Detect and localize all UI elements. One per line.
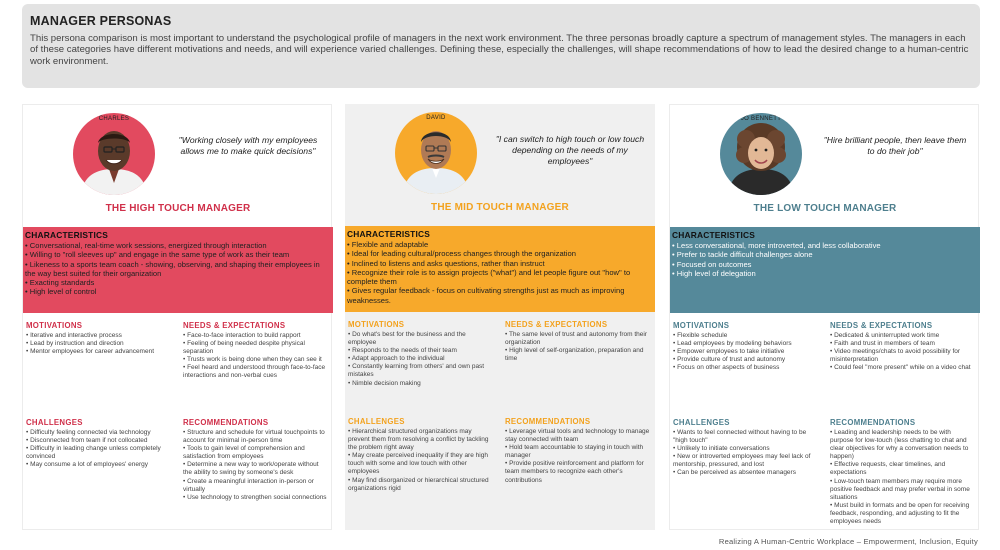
- recommendations-heading: RECOMMENDATIONS: [505, 417, 591, 426]
- characteristics-heading: CHARACTERISTICS: [347, 229, 431, 239]
- persona-name: JO BENNETT: [740, 116, 782, 122]
- characteristic-item: • Inclined to listens and asks questions, rather than instruct: [347, 258, 545, 268]
- characteristic-item: • Flexible and adaptable: [347, 240, 429, 249]
- list-item: • Face-to-face interaction to build rapport: [183, 332, 301, 339]
- list-item: • Empower employees to take initiative: [673, 348, 785, 356]
- portrait-icon: [395, 112, 477, 194]
- challenges-section: [348, 417, 490, 493]
- list-item: • Determine a new way to work/operate without the ability to swing by someone's desk: [183, 461, 319, 477]
- characteristics-heading: CHARACTERISTICS: [25, 230, 109, 240]
- characteristic-item: • Likeness to a sports team coach - showing, observing, and shaping their employees in the way best suited for their organization: [25, 259, 320, 278]
- characteristic-item: • Focused on outcomes: [672, 259, 752, 269]
- list-item: • Low-touch team members may require more positive feedback and may prefer verbal in some situations: [830, 477, 970, 501]
- needs-heading: NEEDS & EXPECTATIONS: [830, 321, 933, 330]
- list-item: • Flexible schedule: [673, 332, 728, 339]
- persona-quote: "Working closely with my employees allows me to make quick decisions": [178, 135, 318, 156]
- list-item: • Trusts work is being done when they can see it: [183, 356, 322, 364]
- list-item: • Must build in formats and be open for receiving feedback, responding, and adjusting to fit the employees needs: [830, 501, 970, 526]
- characteristic-item: • Willing to "roll sleeves up" and engage in the same type of work as their team: [25, 250, 290, 260]
- challenges-section: [673, 418, 815, 478]
- list-item: • Unlikely to initiate conversations: [673, 445, 770, 453]
- persona-name: CHARLES: [98, 116, 130, 122]
- list-item: • Leverage virtual tools and technology to manage stay connected with team: [505, 428, 650, 444]
- persona-title: THE MID TOUCH MANAGER: [431, 202, 569, 213]
- recommendations-heading: RECOMMENDATIONS: [830, 418, 916, 427]
- characteristics-heading: CHARACTERISTICS: [672, 230, 756, 240]
- characteristics-box: [23, 227, 333, 313]
- persona-title: THE LOW TOUCH MANAGER: [753, 203, 897, 214]
- recommendations-section: [830, 418, 976, 526]
- motivations-section: [673, 321, 815, 372]
- list-item: • Mentor employees for career advancement: [26, 348, 155, 356]
- characteristics-box: [345, 226, 655, 312]
- motivations-section: [348, 320, 490, 388]
- list-item: • Use technology to strengthen social connections: [183, 493, 327, 501]
- footer-text: Realizing A Human-Centric Workplace – Empowerment, Inclusion, Equity: [718, 537, 978, 546]
- characteristic-item: • Gives regular feedback - focus on cultivating strengths just as much as improving weaknesses.: [347, 286, 625, 305]
- characteristic-item: • High level of delegation: [672, 268, 756, 278]
- list-item: • High level of self-organization, preparation and time: [505, 347, 644, 363]
- needs-section: [505, 320, 651, 363]
- needs-section: [830, 321, 976, 372]
- motivations-heading: MOTIVATIONS: [673, 321, 730, 330]
- list-item: • Could feel "more present" while on a video chat: [830, 364, 971, 372]
- list-item: • Video meetings/chats to avoid possibility for misinterpretation: [830, 348, 961, 364]
- page-description: This persona comparison is most important to understand the psychological profile of managers in the next work environment. The three personas broadly capture a spectrum of management styles. The managers in each of these categories have different motivations and needs, and will experience varied challenges. Defining these, especially the challenges, will shape recommendations of how to lead the desired change to a human-centric work environment.: [30, 33, 969, 67]
- avatar-david: [395, 112, 477, 194]
- recommendations-section: [183, 418, 329, 502]
- list-item: • Nimble decision making: [348, 379, 421, 387]
- list-item: • Leading and leadership needs to be with purpose for low-touch (less chatting to chat and clear objectives for why a conversation needs to happen): [830, 429, 969, 461]
- characteristic-item: • Less conversational, more introverted, and less collaborative: [672, 241, 881, 250]
- list-item: • Hold team accountable to staying in touch with manager: [505, 444, 644, 460]
- list-item: • Provide positive reinforcement and platform for team members to recognize each other's contributions: [505, 460, 644, 484]
- portrait-icon: [720, 113, 802, 195]
- characteristic-item: • Prefer to tackle difficult challenges alone: [672, 250, 813, 260]
- characteristic-item: • Ideal for leading cultural/process changes through the organization: [347, 249, 576, 259]
- persona-card-high-touch: [22, 104, 332, 530]
- list-item: • Structure and schedule for virtual touchpoints to account for minimal in-person time: [183, 429, 325, 445]
- list-item: • Adapt approach to the individual: [348, 355, 445, 363]
- list-item: • Responds to the needs of their team: [348, 347, 457, 355]
- recommendations-section: [505, 417, 651, 485]
- list-item: • Do what's best for the business and the employee: [348, 331, 466, 347]
- list-item: • Create a meaningful interaction in-person or virtually: [183, 477, 314, 493]
- list-item: • Constantly learning from others' and own past mistakes: [348, 363, 485, 379]
- list-item: • Lead by instruction and direction: [26, 340, 124, 348]
- list-item: • Can be perceived as absentee managers: [673, 469, 796, 477]
- list-item: • May consume a lot of employees' energy: [26, 461, 149, 469]
- list-item: • Faith and trust in members of team: [830, 340, 935, 348]
- persona-title: THE HIGH TOUCH MANAGER: [105, 203, 251, 214]
- header-banner: [22, 4, 980, 88]
- avatar-charles: [73, 113, 155, 195]
- characteristics-box: [670, 227, 980, 313]
- list-item: • May create perceived inequality if they are high touch with some and low touch with other employees: [348, 452, 488, 476]
- needs-heading: NEEDS & EXPECTATIONS: [183, 321, 286, 330]
- list-item: • Difficulty in leading change unless completely convinced: [26, 445, 161, 461]
- list-item: • The same level of trust and autonomy from their organization: [505, 331, 647, 347]
- persona-name: DAVID: [426, 115, 446, 121]
- list-item: • Tools to gain level of comprehension and satisfaction from employees: [183, 445, 305, 461]
- list-item: • Provide culture of trust and autonomy: [673, 356, 786, 364]
- motivations-section: [26, 321, 168, 356]
- needs-heading: NEEDS & EXPECTATIONS: [505, 320, 608, 329]
- list-item: • Disconnected from team if not collocated: [26, 437, 148, 445]
- page-title: MANAGER PERSONAS: [30, 14, 172, 28]
- persona-card-low-touch: [669, 104, 979, 530]
- challenges-section: [26, 418, 168, 469]
- list-item: • Iterative and interactive process: [26, 332, 122, 339]
- list-item: • Feeling of being needed despite physical separation: [183, 340, 305, 356]
- list-item: • Focus on other aspects of business: [673, 364, 780, 372]
- recommendations-heading: RECOMMENDATIONS: [183, 418, 269, 427]
- list-item: • Difficulty feeling connected via technology: [26, 429, 151, 436]
- persona-card-mid-touch: [345, 104, 655, 530]
- list-item: • Wants to feel connected without having to be "high touch": [673, 429, 807, 445]
- persona-quote: "I can switch to high touch or low touch depending on the needs of my employees": [495, 134, 645, 166]
- list-item: • New or introverted employees may feel lack of mentorship, pressured, and lost: [673, 453, 811, 469]
- characteristic-item: • High level of control: [25, 287, 97, 297]
- portrait-icon: [73, 113, 155, 195]
- list-item: • Dedicated & uninterrupted work time: [830, 332, 940, 339]
- list-item: • Lead employees by modeling behaviors: [673, 340, 792, 348]
- motivations-heading: MOTIVATIONS: [26, 321, 83, 330]
- characteristic-item: • Exacting standards: [25, 278, 95, 288]
- avatar-jo-bennett: [720, 113, 802, 195]
- challenges-heading: CHALLENGES: [348, 417, 405, 426]
- motivations-heading: MOTIVATIONS: [348, 320, 405, 329]
- challenges-heading: CHALLENGES: [26, 418, 83, 427]
- list-item: • Effective requests, clear timelines, and expectations: [830, 461, 946, 477]
- list-item: • May find disorganized or hierarchical structured organizations rigid: [348, 476, 489, 492]
- needs-section: [183, 321, 329, 381]
- persona-quote: "Hire brilliant people, then leave them to do their job": [823, 135, 967, 156]
- list-item: • Feel heard and understood through face-to-face interactions and non-verbal cues: [183, 364, 326, 380]
- challenges-heading: CHALLENGES: [673, 418, 730, 427]
- characteristic-item: • Recognize their role is to assign projects ("what") and let people figure out "how" to complete them: [347, 267, 631, 287]
- list-item: • Hierarchical structured organizations may prevent them from resolving a conflict by tackling the problem right away: [348, 428, 489, 452]
- characteristic-item: • Conversational, real-time work sessions, energized through interaction: [25, 241, 267, 250]
